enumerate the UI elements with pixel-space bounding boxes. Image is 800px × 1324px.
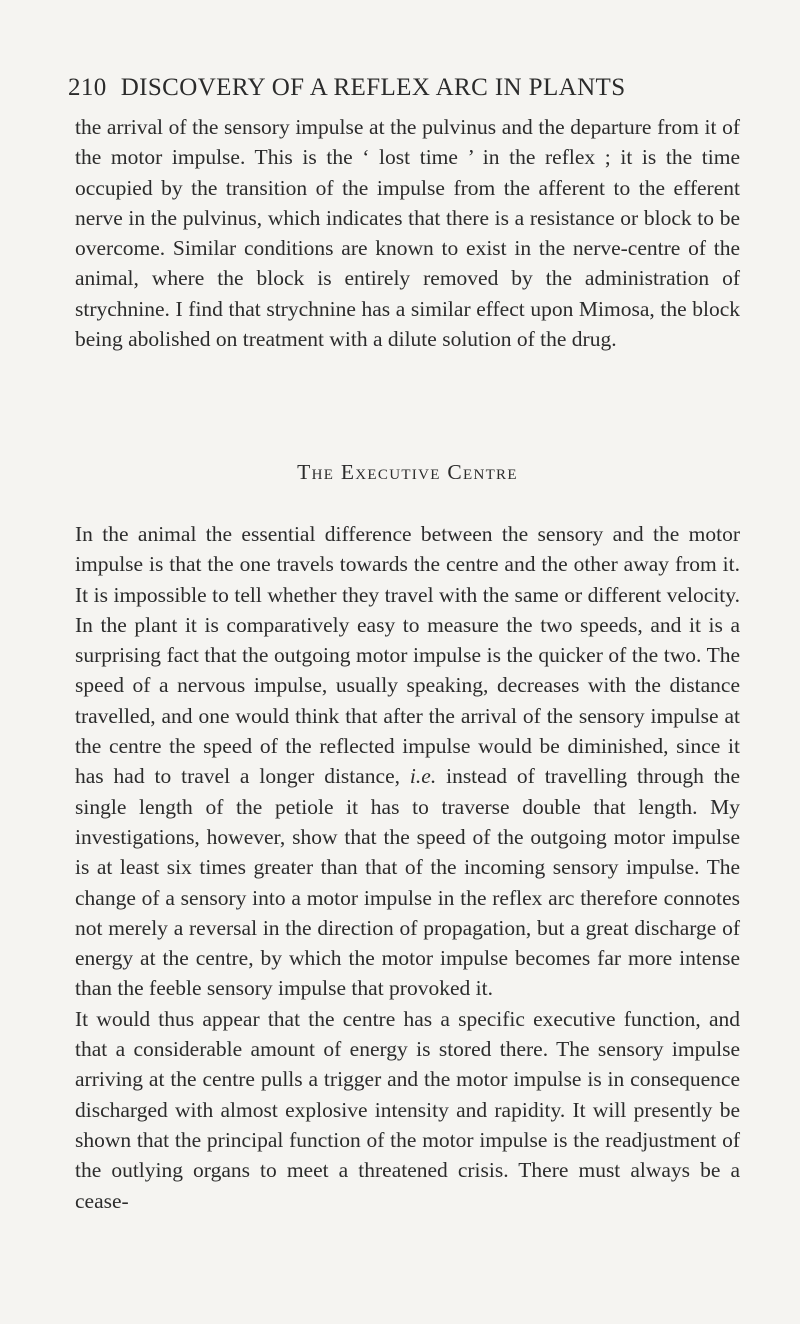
paragraph-1: the arrival of the sensory impulse at the pulvinus and the departure from it of the motor impulse. This is the ‘ lost time ’ in the reflex ; it is the time occupied by the transition of the impulse from the afferent to the efferent nerve in the pulvinus, which indicates that there is a resistance or block to be overcome. Similar conditions are known to exist in the nerve-centre of the animal, where the block is entirely removed by the administration of strychnine. I find that strychnine has a similar effect upon Mimosa, the block being abolished on treatment with a dilute solution of the drug.	[75, 115, 740, 352]
paragraph-2-ie: i.e.	[409, 764, 437, 789]
paragraph-2-part-a: In the animal the essential difference between the sensory and the motor impulse is that the one travels towards the centre and the other away from it. It is impossible to tell whether they travel with the same or different velocity. In the plant it is comparatively easy to measure the two speeds, and it is a surprising fact that the outgoing motor impulse is the quicker of the two. The speed of a nervous impulse, usually speaking, decreases with the distance travelled, and one would think that after the arrival of the sensory impulse at the centre the speed of the reflected impulse would be diminished, since it has had to travel a longer distance,	[75, 522, 740, 789]
text-block-top	[75, 112, 740, 354]
running-title: DISCOVERY OF A REFLEX ARC IN PLANTS	[120, 74, 626, 101]
running-head	[68, 74, 740, 114]
page-number: 210	[68, 74, 107, 101]
section-heading: The Executive Centre	[297, 460, 518, 484]
paragraph-2-part-b: instead of travelling through the single length of the petiole it has to traverse double that length. My investigations, however, show that the speed of the outgoing motor impulse is at least six times greater than that of the incoming sensory impulse. The change of a sensory into a motor impulse in the reflex arc therefore connotes not merely a reversal in the direction of propagation, but a great discharge of energy at the centre, by which the motor impulse becomes far more intense than the feeble sensory impulse that provoked it.	[75, 764, 741, 1001]
paragraph-3: It would thus appear that the centre has a specific executive function, and that a considerable amount of energy is stored there. The sensory impulse arriving at the centre pulls a trigger and the motor impulse is in consequence discharged with almost explosive intensity and rapidity. It will presently be shown that the principal function of the motor impulse is the readjustment of the outlying organs to meet a threatened crisis. There must always be a cease-	[75, 1006, 740, 1213]
paragraph-2	[75, 519, 740, 1004]
text-block-main	[75, 519, 740, 1216]
